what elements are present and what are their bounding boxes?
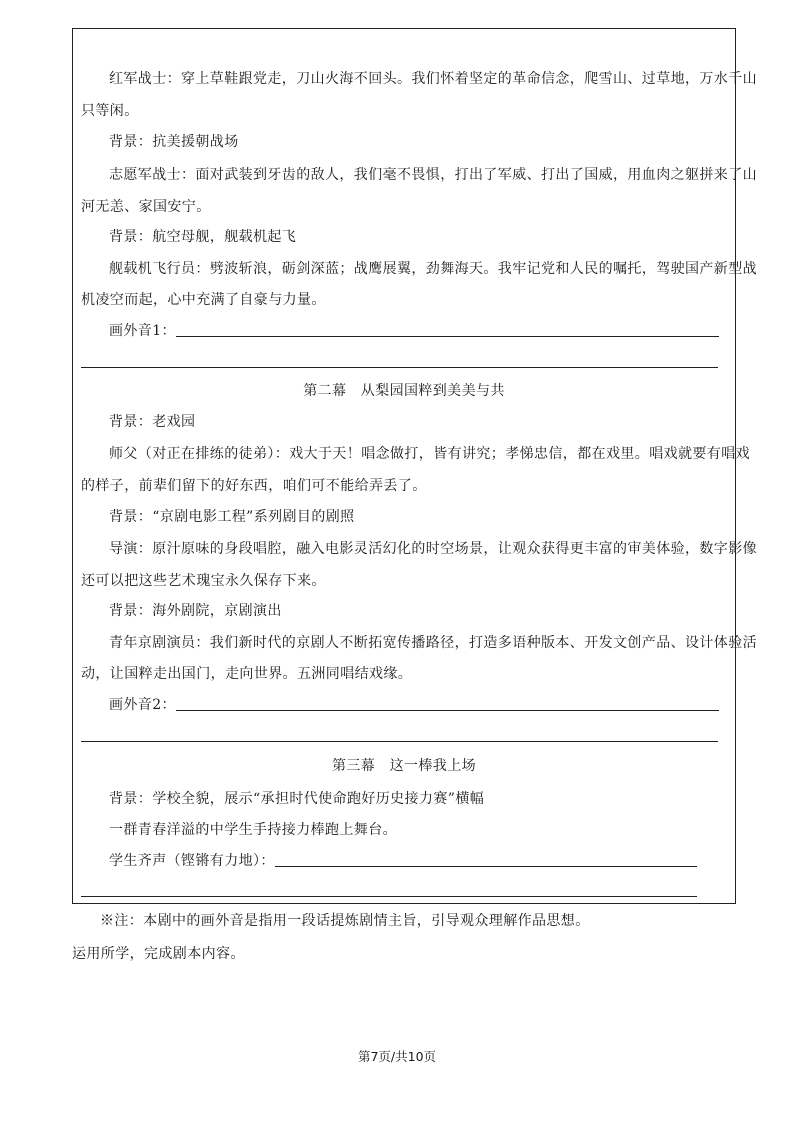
note-text: ※注：本剧中的画外音是指用一段话提炼剧情主旨，引导观众理解作品思想。 — [100, 913, 590, 929]
actor-line-1: 青年京剧演员：我们新时代的京剧人不断拓宽传播路径，打造多语种版本、开发文创产品、设计体验活 — [109, 635, 757, 651]
voiceover-1-blank-line-1[interactable] — [176, 336, 719, 337]
page-number: 第7页/共10页 — [357, 1049, 437, 1064]
voiceover-1-label: 画外音1： — [109, 323, 176, 339]
pilot-line-1: 舰载机飞行员：劈波斩浪，砺剑深蓝；战鹰展翼，劲舞海天。我牢记党和人民的嘱托，驾驶国产新型战 — [109, 261, 757, 277]
voiceover-2-blank-line-2[interactable] — [81, 741, 718, 742]
red-army-line-1: 红军战士：穿上草鞋跟党走，刀山火海不回头。我们怀着坚定的革命信念，爬雪山、过草地，万水千山 — [109, 71, 757, 87]
director-line-1: 导演：原汁原味的身段唱腔，融入电影灵活幻化的时空场景，让观众获得更丰富的审美体验，数字影像 — [109, 541, 757, 557]
red-army-line-2: 只等闲。 — [81, 103, 139, 119]
script-frame — [72, 28, 757, 904]
background-school: 背景：学校全貌，展示“承担时代使命跑好历史接力赛”横幅 — [109, 791, 485, 807]
instruction-text: 运用所学，完成剧本内容。 — [72, 946, 245, 962]
background-korea: 背景：抗美援朝战场 — [109, 134, 239, 150]
background-film: 背景：“京剧电影工程”系列剧目的剧照 — [109, 509, 355, 525]
volunteer-line-2: 河无恙、家国安宁。 — [81, 199, 211, 215]
master-line-1: 师父（对正在排练的徒弟）：戏大于天！唱念做打，皆有讲究；孝悌忠信，都在戏里。唱戏就要有唱戏 — [109, 446, 750, 462]
background-overseas: 背景：海外剧院，京剧演出 — [109, 603, 282, 619]
voiceover-2-blank-line-1[interactable] — [176, 710, 719, 711]
pilot-line-2: 机凌空而起，心中充满了自豪与力量。 — [81, 292, 326, 308]
background-theater: 背景：老戏园 — [109, 414, 196, 430]
actor-line-2: 动，让国粹走出国门，走向世界。五洲同唱结戏缘。 — [81, 666, 413, 682]
voiceover-2-label: 画外音2： — [109, 697, 176, 713]
students-description: 一群青春洋溢的中学生手持接力棒跑上舞台。 — [109, 822, 397, 838]
master-line-2: 的样子，前辈们留下的好东西，咱们可不能给弄丢了。 — [81, 478, 427, 494]
chorus-blank-line-2[interactable] — [81, 896, 697, 897]
director-line-2: 还可以把这些艺术瑰宝永久保存下来。 — [81, 573, 326, 589]
students-chorus-label: 学生齐声（铿锵有力地）： — [109, 853, 275, 869]
act-3-title: 第三幕 这一棒我上场 — [332, 758, 476, 774]
chorus-blank-line-1[interactable] — [275, 866, 697, 867]
volunteer-line-1: 志愿军战士：面对武装到牙齿的敌人，我们毫不畏惧，打出了军威、打出了国威，用血肉之躯拼来了山 — [109, 167, 757, 183]
act-2-title: 第二幕 从梨园国粹到美美与共 — [303, 383, 505, 399]
voiceover-1-blank-line-2[interactable] — [81, 367, 718, 368]
background-carrier: 背景：航空母舰，舰载机起飞 — [109, 229, 297, 245]
